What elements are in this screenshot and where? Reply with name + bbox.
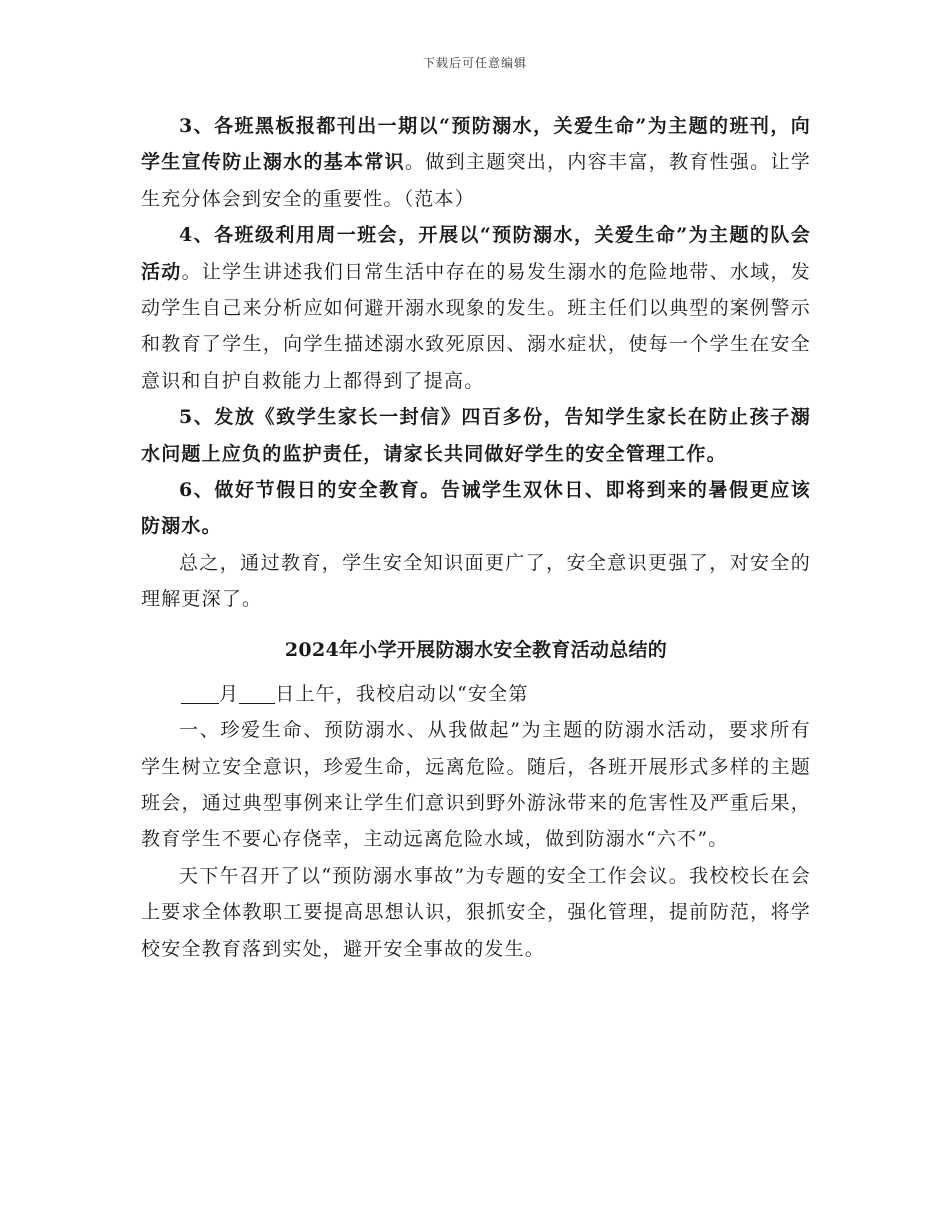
document-title: 2024年小学开展防溺水安全教育活动总结的 [284,638,668,661]
body-paragraph-1: 一、珍爱生命、预防溺水、从我做起”为主题的防溺水活动，要求所有学生树立安全意识，珍爱生命，远离危险。随后，各班开展形式多样的主题班会，通过典型事例来让学生们意识到野外游泳带来的危害性及严重后果，教育学生不要心存侥幸，主动远离危险水域，做到防溺水“六不”。 [141,719,811,851]
list-item-4 [141,217,811,399]
blank-line-month [181,681,219,704]
intro-month-label: 月 [219,682,240,705]
list-item-6 [141,472,811,545]
item-5-bold-text: 5、发放《致学生家长一封信》四百多份，告知学生家长在防止孩子溺水问题上应负的监护责任，请家长共同做好学生的安全管理工作。 [141,406,811,465]
item-6-bold-text: 6、做好节假日的安全教育。告诫学生双休日、即将到来的暑假更应该防溺水。 [141,479,811,538]
page-header: 下载后可任意编辑 [422,56,527,70]
intro-text: 日上午，我校启动以“安全第 [275,682,529,705]
body-paragraph-2: 天下午召开了以“预防溺水事故”为专题的安全工作会议。我校校长在会上要求全体教职工要提高思想认识，狠抓安全，强化管理，提前防范，将学校安全教育落到实处，避开安全事故的发生。 [141,864,811,960]
conclusion-paragraph: 总之，通过教育，学生安全知识面更广了，安全意识更强了，对安全的理解更深了。 [141,551,811,611]
blank-line-day [239,681,275,704]
intro-paragraph [141,676,811,712]
item-4-bold-text: 4、各班级利用周一班会，开展以“预防溺水，关爱生命”为主题的队会活动 [141,224,811,283]
item-3-text: 。做到主题突出，内容丰富，教育性强。让学生充分体会到安全的重要性。（范本） [141,151,811,210]
item-3-bold-text: 3、各班黑板报都刊出一期以“预防溺水，关爱生命”为主题的班刊，向学生宣传防止溺水的基本常识 [141,115,811,174]
item-4-text: 。让学生讲述我们日常生活中存在的易发生溺水的危险地带、水域，发动学生自己来分析应如何避开溺水现象的发生。班主任们以典型的案例警示和教育了学生，向学生描述溺水致死原因、溺水症状，使每一个学生在安全意识和自护自救能力上都得到了提高。 [141,260,812,392]
list-item-5 [141,399,811,472]
document-body [141,108,811,967]
list-item-3 [141,108,811,217]
